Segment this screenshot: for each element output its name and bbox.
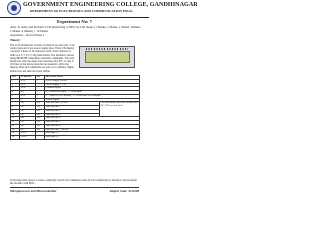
pin-description: Data bus line 3 [45, 113, 100, 117]
page-header [0, 0, 198, 18]
pin-io: I/O [36, 106, 45, 110]
pin-symbol: LED- [20, 136, 36, 140]
lcd-module-image [79, 46, 135, 68]
pin-number: 3 [11, 87, 20, 91]
pin-symbol: RS [20, 91, 36, 95]
pin-symbol: D0 [20, 102, 36, 106]
pin-number: 16 [11, 136, 20, 140]
pin-number: 2 [11, 83, 20, 87]
pin-number: 14 [11, 128, 20, 132]
lcd-pin-table [10, 75, 140, 140]
header-symbol: SYMBOL [20, 76, 36, 80]
pin-number: 7 [11, 102, 20, 106]
pin-io: - [36, 132, 45, 136]
pin-io: - [36, 87, 45, 91]
pin-description: Power supply (+5V) [45, 83, 140, 87]
pin-io: I/O [36, 128, 45, 132]
command-table-intro: Following table shows a some commonly used LCD command codes (LCD commands) to interface and program the module with 8051. [10, 179, 137, 186]
pin-description: Data bus line 2 [45, 109, 100, 113]
header-io: I/O [36, 76, 45, 80]
pin-number: 6 [11, 98, 20, 102]
pin-symbol: LED+ [20, 132, 36, 136]
lcd-screen [85, 51, 130, 63]
pin-number: 12 [11, 121, 20, 125]
pin-io: I/O [36, 102, 45, 106]
pin-io: I [36, 94, 45, 98]
emblem-center [11, 5, 17, 11]
pin-number: 8 [11, 106, 20, 110]
pin-description: Data bus line 0 (LSB) [45, 102, 100, 106]
pin-description: Backlight (+) [45, 132, 140, 136]
pin-number: 10 [11, 113, 20, 117]
pin-number: 1 [11, 79, 20, 83]
pin-number: 4 [11, 91, 20, 95]
pin-description: Backlight (-) [45, 136, 140, 140]
experiment-title: Experiment No: 7 [57, 19, 92, 24]
pin-symbol: D3 [20, 113, 36, 117]
college-emblem-icon [7, 1, 21, 15]
pin-io: I/O [36, 117, 45, 121]
theory-heading: Theory: [10, 38, 21, 42]
footer-subject: Microprocessor and Microcontroller [10, 189, 57, 193]
pin-symbol: D2 [20, 109, 36, 113]
pin-number: 13 [11, 124, 20, 128]
department-name: DEPARTMENT OF ELECTRONICS AND COMMUNICATION ENGG. [30, 9, 134, 13]
pin-symbol: VEE [20, 87, 36, 91]
page-footer [10, 187, 139, 194]
pin-io: I [36, 98, 45, 102]
pin-symbol: R/W [20, 94, 36, 98]
pin-symbol: VCC [20, 83, 36, 87]
pin-table-note: For 4-bit mode, the lower 4 data lines (D0–D3) are not used. [100, 102, 140, 117]
pin-symbol: VSS [20, 79, 36, 83]
apparatus-text: Apparatus: - Keil uVision 4 [10, 33, 45, 37]
pin-io: I/O [36, 113, 45, 117]
pin-symbol: D7 [20, 128, 36, 132]
pin-io: - [36, 79, 45, 83]
header-description: DESCRIPTION [45, 76, 140, 80]
lcd-pin-header [86, 48, 128, 50]
pin-description: Power supply (GND) [45, 79, 140, 83]
pin-description: 0 = Instruction input, 1 = Data input [45, 91, 140, 95]
pin-io: I/O [36, 124, 45, 128]
theory-text: The LCD module has 16 pins of which 8 are data pins, 3 are control pins and 2 are power supply pins. This LCD display can show 2 lines of 16 characters each. Each character is built on a 5×7 (or 5×10) pixel matrix. The module is driven using HD44780 compatible controller commands. The 4-bit mode uses only the upper four data lines D4–D7, so only 6 I/O lines of the microcontroller are needed to drive the display. Data and commands are sent as two nibbles, higher nibble first and then the lower nibble. [10, 44, 75, 73]
pin-io: - [36, 83, 45, 87]
pin-description: 0 = Write to LCD module, 1 = Read from LCD module [45, 94, 140, 98]
pin-description: Contrast adjust [45, 87, 140, 91]
pin-io: I/O [36, 109, 45, 113]
pin-description: Data bus line 6 [45, 124, 140, 128]
pin-symbol: D4 [20, 117, 36, 121]
pin-symbol: D1 [20, 106, 36, 110]
aim-text: Aim: To study and Perform LCD Interfacing to 8051 in 4-bit mode. (1 Marks, 1 Marks, 1 Marks, 2Marks, 1 Marks, 4 Marks) = 10 Marks [10, 25, 141, 33]
pin-symbol: D5 [20, 121, 36, 125]
pin-io: I [36, 91, 45, 95]
pin-description: Enable signal [45, 98, 140, 102]
footer-subject-code: Subject Code: 3141008 [109, 189, 139, 193]
pin-description: Data bus line 1 [45, 106, 100, 110]
pin-symbol: D6 [20, 124, 36, 128]
college-name: GOVERNMENT ENGINEERING COLLEGE, GANDHINAGAR [23, 2, 198, 8]
pin-description: Data bus line 4 [45, 117, 140, 121]
pin-number: 11 [11, 117, 20, 121]
pin-number: 5 [11, 94, 20, 98]
pin-description: Data bus line 7 (MSB) [45, 128, 140, 132]
pin-number: 15 [11, 132, 20, 136]
header-pin: PIN [11, 76, 20, 80]
pin-io: I/O [36, 121, 45, 125]
table-row [11, 136, 140, 140]
pin-symbol: E [20, 98, 36, 102]
pin-io: - [36, 136, 45, 140]
pin-description: Data bus line 5 [45, 121, 140, 125]
pin-number: 9 [11, 109, 20, 113]
